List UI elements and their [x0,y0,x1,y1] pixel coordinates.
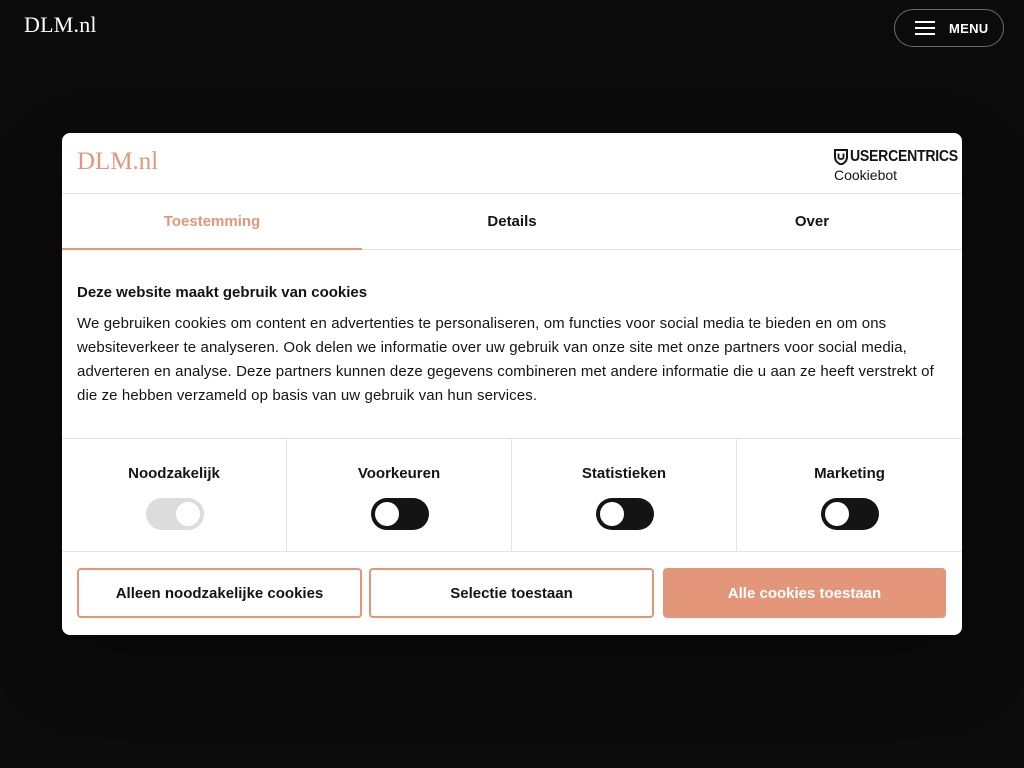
shield-icon [834,149,848,165]
dialog-logo: DLM.nl [77,148,159,175]
statistieken-toggle[interactable] [596,498,654,530]
tab-over[interactable]: Over [794,213,830,230]
hamburger-icon [915,20,935,36]
site-logo[interactable]: DLM.nl [24,12,97,37]
marketing-toggle[interactable] [821,498,879,530]
category-voorkeuren [287,439,512,551]
toggle-knob [375,502,399,526]
allow-all-button[interactable]: Alle cookies toestaan [663,568,946,618]
noodzakelijk-toggle [146,498,204,530]
menu-button[interactable] [894,9,1004,47]
category-statistieken [512,439,737,551]
toggle-knob [600,502,624,526]
consent-text: We gebruiken cookies om content en advertenties te personaliseren, om functies voor social media te bieden en om ons websiteverkeer te analyseren. Ook delen we informatie over uw gebruik van onze site met onze partners voor social media, adverteren en analyse. Deze partners kunnen deze gegevens combineren met andere informatie die u aan ze heeft verstrekt of die ze hebben verzameld op basis van uw gebruik van hun services. [77,315,934,404]
brand-name: USERCENTRICS [850,148,958,165]
tab-toestemming[interactable]: Toestemming [62,194,362,249]
necessary-only-button[interactable]: Alleen noodzakelijke cookies [77,568,362,618]
category-label: Voorkeuren [357,465,441,482]
consent-content [77,284,947,408]
tab-details[interactable]: Details [487,213,537,230]
cookie-consent-dialog [62,133,962,635]
toggle-knob [176,502,200,526]
category-noodzakelijk [62,439,287,551]
toggle-knob [825,502,849,526]
consent-title: Deze website maakt gebruik van cookies [77,284,368,301]
category-marketing [737,439,962,551]
menu-label: MENU [949,20,989,36]
category-label: Marketing [814,465,885,482]
tab-bar [62,194,962,250]
category-label: Statistieken [581,465,667,482]
voorkeuren-toggle[interactable] [371,498,429,530]
category-label: Noodzakelijk [128,465,220,482]
allow-selection-button[interactable]: Selectie toestaan [369,568,654,618]
usercentrics-brand[interactable] [834,148,962,183]
cookie-categories [62,438,962,552]
dialog-header [62,133,962,194]
brand-sub: Cookiebot [834,167,898,183]
